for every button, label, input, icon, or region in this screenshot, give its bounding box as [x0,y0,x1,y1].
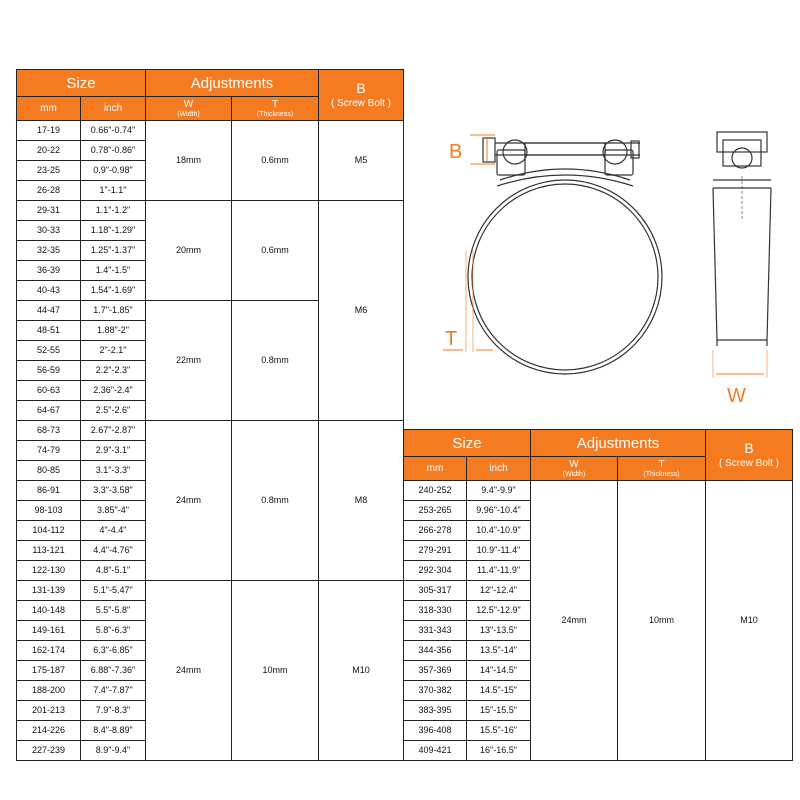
inch-cell: 2.2"-2.3" [81,361,146,381]
t-label: T [271,98,279,110]
mm-cell: 17-19 [17,121,81,141]
mm-cell: 370-382 [404,681,467,701]
width-cell: 24mm [146,581,232,761]
mm-cell: 74-79 [17,441,81,461]
mm-header: mm [17,97,81,121]
inch-cell: 1.4"-1.5" [81,261,146,281]
thickness-cell: 0.6mm [232,201,319,301]
inch-cell: 14"-14.5" [467,661,531,681]
thickness-header [618,457,706,481]
inch-cell: 3.1"-3.3" [81,461,146,481]
inch-cell: 11.4"-11.9" [467,561,531,581]
table-row [17,201,404,221]
inch-cell: 14.5"-15" [467,681,531,701]
mm-cell: 214-226 [17,721,81,741]
width-cell: 24mm [146,421,232,581]
inch-cell: 2.9"-3.1" [81,441,146,461]
inch-cell: 2.5"-2.6" [81,401,146,421]
size-header: Size [404,430,531,457]
screw-bolt-header [706,430,793,481]
mm-cell: 60-63 [17,381,81,401]
mm-cell: 292-304 [404,561,467,581]
inch-cell: 10.9"-11.4" [467,541,531,561]
inch-cell: 8.4"-8.89" [81,721,146,741]
mm-cell: 113-121 [17,541,81,561]
width-header [531,457,618,481]
inch-cell: 4.8"-5.1" [81,561,146,581]
inch-cell: 10.4"-10.9" [467,521,531,541]
mm-cell: 56-59 [17,361,81,381]
t-label: T [658,458,665,470]
inch-cell: 16"-16.5" [467,741,531,761]
mm-cell: 64-67 [17,401,81,421]
mm-cell: 40-43 [17,281,81,301]
thickness-cell: 0.6mm [232,121,319,201]
width-cell: 22mm [146,301,232,421]
clamp-front-view [468,138,662,374]
mm-cell: 20-22 [17,141,81,161]
mm-cell: 48-51 [17,321,81,341]
thickness-cell: 0.8mm [232,421,319,581]
table-row [17,581,404,601]
mm-cell: 227-239 [17,741,81,761]
inch-header: inch [81,97,146,121]
inch-cell: 5.1"-5.47" [81,581,146,601]
adjustments-header: Adjustments [146,70,319,97]
table-row [404,481,793,501]
mm-cell: 383-395 [404,701,467,721]
inch-cell: 0.66"-0.74" [81,121,146,141]
clamp-side-view [713,132,771,346]
mm-cell: 44-47 [17,301,81,321]
table-row [17,121,404,141]
b-sub: ( Screw Bolt ) [719,458,780,470]
inch-cell: 7.4"-7.87" [81,681,146,701]
mm-cell: 175-187 [17,661,81,681]
inch-cell: 5.8"-6.3" [81,621,146,641]
inch-cell: 15"-15.5" [467,701,531,721]
mm-cell: 32-35 [17,241,81,261]
size-header: Size [17,70,146,97]
mm-cell: 52-55 [17,341,81,361]
thickness-cell: 10mm [618,481,706,761]
diagram-w-label: W [727,385,746,407]
w-sub: (Width) [562,470,586,478]
mm-cell: 29-31 [17,201,81,221]
inch-cell: 1.54"-1.69" [81,281,146,301]
mm-cell: 409-421 [404,741,467,761]
inch-cell: 1.25"-1.37" [81,241,146,261]
inch-cell: 1.18"-1.29" [81,221,146,241]
width-cell: 18mm [146,121,232,201]
w-label: W [183,98,194,110]
screw-bolt-header [319,70,404,121]
mm-cell: 131-139 [17,581,81,601]
b-label: B [744,439,754,456]
screw-bolt-cell: M8 [319,421,404,581]
inch-cell: 1.7"-1.85" [81,301,146,321]
diagram-t-label: T [445,328,458,350]
t-sub: (Thickness) [256,110,294,118]
mm-cell: 104-112 [17,521,81,541]
mm-cell: 357-369 [404,661,467,681]
thickness-cell: 0.8mm [232,301,319,421]
inch-cell: 12.5"-12.9" [467,601,531,621]
mm-cell: 23-25 [17,161,81,181]
w-label: W [569,458,579,470]
mm-cell: 253-265 [404,501,467,521]
mm-cell: 36-39 [17,261,81,281]
inch-cell: 7.9"-8.3" [81,701,146,721]
size-table-left [16,69,404,761]
inch-cell: 6.3"-6.85" [81,641,146,661]
inch-header: inch [467,457,531,481]
clamp-diagram [405,110,795,420]
width-cell: 24mm [531,481,618,761]
mm-cell: 162-174 [17,641,81,661]
screw-bolt-cell: M5 [319,121,404,201]
inch-cell: 3.85"-4" [81,501,146,521]
inch-cell: 5.5"-5.8" [81,601,146,621]
mm-cell: 122-130 [17,561,81,581]
mm-cell: 201-213 [17,701,81,721]
screw-bolt-cell: M6 [319,201,404,421]
inch-cell: 9.96"-10.4" [467,501,531,521]
inch-cell: 1"-1.1" [81,181,146,201]
mm-cell: 331-343 [404,621,467,641]
mm-cell: 86-91 [17,481,81,501]
size-table-right-body [404,481,793,761]
inch-cell: 15.5"-16" [467,721,531,741]
width-cell: 20mm [146,201,232,301]
b-sub: ( Screw Bolt ) [331,98,392,110]
inch-cell: 6.88"-7.36" [81,661,146,681]
inch-cell: 12"-12.4" [467,581,531,601]
screw-bolt-cell: M10 [706,481,793,761]
table-row [17,421,404,441]
screw-bolt-cell: M10 [319,581,404,761]
inch-cell: 0.9"-0.98" [81,161,146,181]
size-table-right [403,429,793,761]
diagram-b-label: B [449,141,463,163]
mm-cell: 279-291 [404,541,467,561]
mm-cell: 98-103 [17,501,81,521]
thickness-cell: 10mm [232,581,319,761]
inch-cell: 1.1"-1.2" [81,201,146,221]
inch-cell: 2.67"-2.87" [81,421,146,441]
mm-cell: 240-252 [404,481,467,501]
mm-cell: 140-148 [17,601,81,621]
inch-cell: 4"-4.4" [81,521,146,541]
size-table-left-body [17,121,404,761]
mm-cell: 68-73 [17,421,81,441]
t-sub: (Thickness) [643,470,680,478]
mm-header: mm [404,457,467,481]
inch-cell: 1.88"-2" [81,321,146,341]
adjustments-header: Adjustments [531,430,706,457]
inch-cell: 8.9"-9.4" [81,741,146,761]
inch-cell: 13"-13.5" [467,621,531,641]
inch-cell: 13.5"-14" [467,641,531,661]
inch-cell: 2"-2.1" [81,341,146,361]
mm-cell: 305-317 [404,581,467,601]
inch-cell: 3.3"-3.58" [81,481,146,501]
mm-cell: 26-28 [17,181,81,201]
inch-cell: 9.4"-9.9" [467,481,531,501]
mm-cell: 188-200 [17,681,81,701]
b-label: B [356,79,366,96]
mm-cell: 266-278 [404,521,467,541]
mm-cell: 318-330 [404,601,467,621]
mm-cell: 344-356 [404,641,467,661]
inch-cell: 4.4"-4.76" [81,541,146,561]
inch-cell: 0.78"-0.86" [81,141,146,161]
mm-cell: 396-408 [404,721,467,741]
mm-cell: 149-161 [17,621,81,641]
mm-cell: 80-85 [17,461,81,481]
inch-cell: 2.36"-2.4" [81,381,146,401]
thickness-header [232,97,319,121]
width-header [146,97,232,121]
w-sub: (Width) [177,110,200,118]
mm-cell: 30-33 [17,221,81,241]
